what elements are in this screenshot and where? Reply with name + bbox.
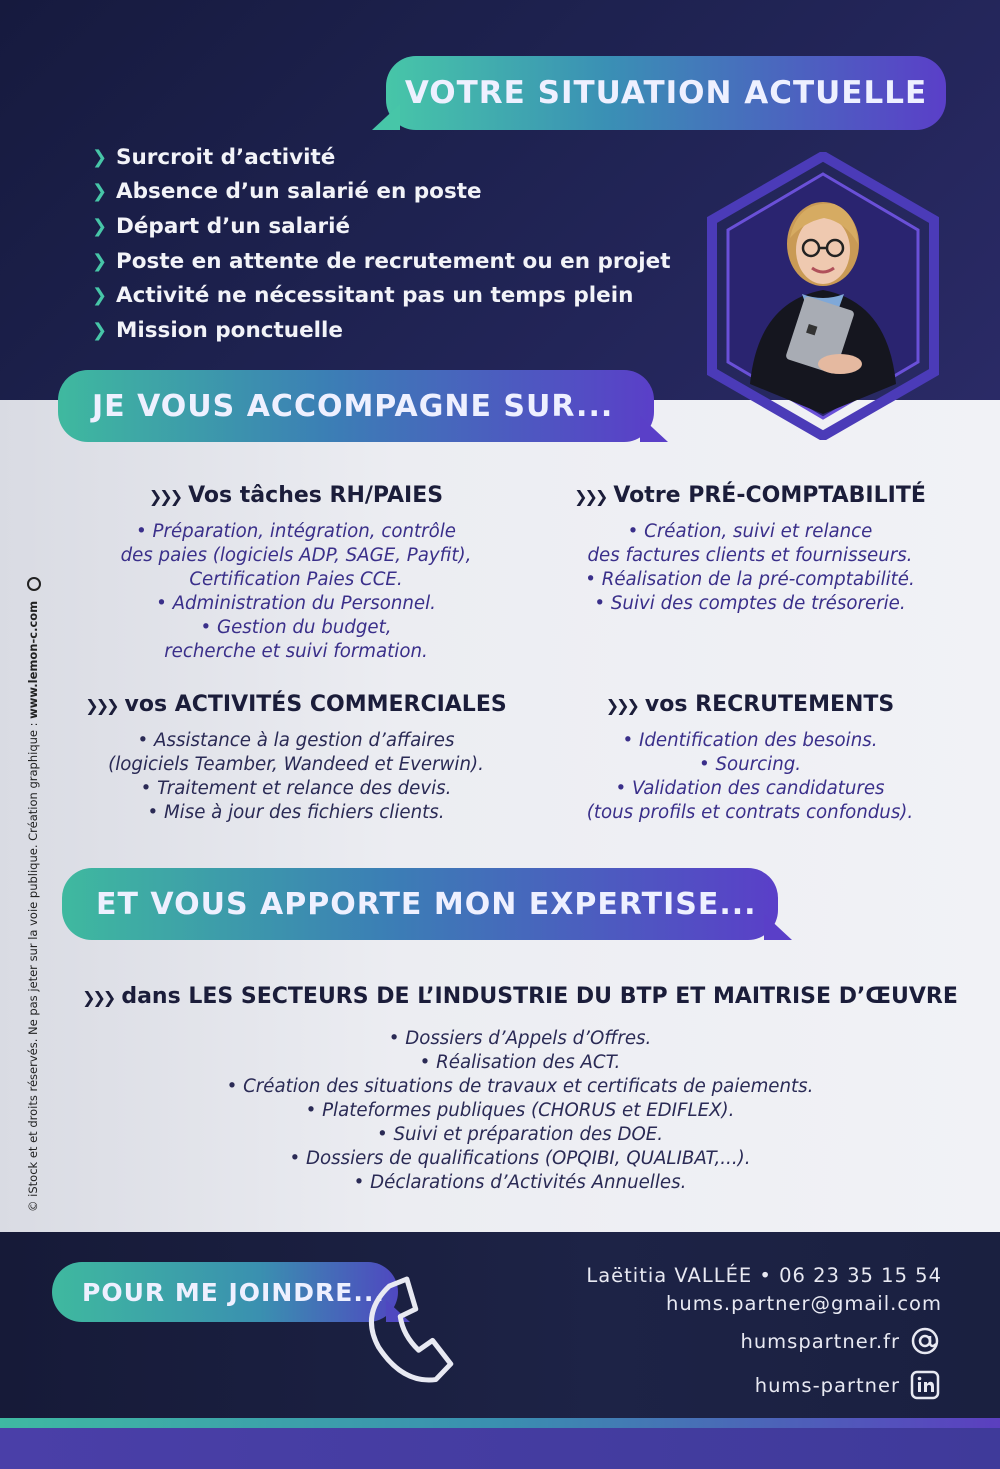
footer-accent-stripe	[0, 1418, 1000, 1428]
recrutement-section	[545, 692, 955, 825]
triple-chevron-icon: ❯❯❯	[148, 487, 181, 506]
expertise-line: • Suivi et préparation des DOE.	[376, 1124, 664, 1145]
situation-title: VOTRE SITUATION ACTUELLE	[404, 75, 928, 111]
compta-line: des factures clients et fournisseurs.	[587, 545, 913, 566]
at-icon	[910, 1326, 940, 1356]
expertise-title: ET VOUS APPORTE MON EXPERTISE...	[96, 886, 757, 922]
compta-line: • Création, suivi et relance	[627, 521, 873, 542]
accompagne-title: JE VOUS ACCOMPAGNE SUR...	[92, 388, 614, 424]
lemon-logo-icon	[27, 577, 41, 591]
situation-item: ❯ Surcroit d’activité	[92, 144, 336, 170]
recrutement-line: • Validation des candidatures	[615, 778, 885, 799]
chevron-right-icon: ❯	[92, 250, 108, 272]
chevron-right-icon: ❯	[92, 319, 108, 341]
commercial-section	[76, 692, 516, 825]
phone-icon	[352, 1272, 464, 1388]
credit-site: www.lemon-c.com	[26, 600, 40, 719]
expertise-line: • Dossiers d’Appels d’Offres.	[388, 1028, 652, 1049]
recrutement-line: • Identification des besoins.	[622, 730, 878, 751]
rh-heading: ❯❯❯ Vos tâches RH/PAIES	[148, 483, 444, 508]
compta-heading: ❯❯❯ Votre PRÉ-COMPTABILITÉ	[574, 483, 926, 508]
contact-title: POUR ME JOINDRE...	[82, 1277, 385, 1307]
rh-line: Certification Paies CCE.	[189, 569, 403, 590]
commercial-heading: ❯❯❯ vos ACTIVITÉS COMMERCIALES	[85, 692, 507, 717]
expertise-line: • Déclarations d’Activités Annuelles.	[353, 1172, 687, 1193]
chevron-right-icon: ❯	[92, 146, 108, 168]
contact-title-bubble	[52, 1262, 398, 1322]
portrait-photo	[706, 152, 940, 440]
footer-bottom-band	[0, 1428, 1000, 1469]
expertise-line: • Réalisation des ACT.	[419, 1052, 621, 1073]
chevron-right-icon: ❯	[92, 215, 108, 237]
rh-line: • Administration du Personnel.	[156, 593, 436, 614]
expertise-section	[80, 984, 960, 1195]
recrutement-heading: ❯❯❯ vos RECRUTEMENTS	[605, 692, 895, 717]
credit-text: © iStock et et droits réservés. Ne pas jeter sur la voie publique. Création graphique : www.lemon-c.com	[26, 577, 41, 1212]
triple-chevron-icon: ❯❯❯	[82, 988, 114, 1007]
situation-item: ❯ Départ d’un salarié	[92, 213, 351, 239]
rh-line: • Gestion du budget,	[200, 617, 392, 638]
situation-item: ❯ Mission ponctuelle	[92, 317, 343, 343]
commercial-line: (logiciels Teamber, Wandeed et Everwin).	[108, 754, 484, 775]
triple-chevron-icon: ❯❯❯	[605, 696, 637, 715]
expertise-line: • Plateformes publiques (CHORUS et EDIFLEX).	[305, 1100, 735, 1121]
contact-website[interactable]: humspartner.fr	[740, 1330, 900, 1353]
commercial-line: • Mise à jour des fichiers clients.	[147, 802, 445, 823]
recrutement-line: • Sourcing.	[698, 754, 802, 775]
expertise-heading: ❯❯❯ dans LES SECTEURS DE L’INDUSTRIE DU BTP ET MAITRISE D’ŒUVRE	[82, 984, 958, 1009]
triple-chevron-icon: ❯❯❯	[85, 696, 117, 715]
situation-item: ❯ Activité ne nécessitant pas un temps plein	[92, 283, 634, 309]
recrutement-line: (tous profils et contrats confondus).	[586, 802, 914, 823]
rh-line: des paies (logiciels ADP, SAGE, Payfit),	[120, 545, 472, 566]
chevron-right-icon: ❯	[92, 181, 108, 203]
linkedin-icon	[910, 1370, 940, 1400]
contact-linkedin[interactable]: hums-partner	[754, 1374, 900, 1397]
expertise-title-bubble	[62, 868, 778, 940]
chevron-right-icon: ❯	[92, 285, 108, 307]
commercial-line: • Assistance à la gestion d’affaires	[137, 730, 455, 751]
rh-line: • Préparation, intégration, contrôle	[136, 521, 456, 542]
compta-section	[545, 483, 955, 616]
compta-line: • Réalisation de la pré-comptabilité.	[585, 569, 915, 590]
commercial-line: • Traitement et relance des devis.	[140, 778, 452, 799]
rh-section	[86, 483, 506, 664]
expertise-line: • Création des situations de travaux et certificats de paiements.	[226, 1076, 814, 1097]
accompagne-title-bubble	[58, 370, 654, 442]
rh-line: recherche et suivi formation.	[164, 641, 428, 662]
expertise-line: • Dossiers de qualifications (OPQIBI, QUALIBAT,...).	[289, 1148, 751, 1169]
situation-list	[92, 140, 670, 348]
triple-chevron-icon: ❯❯❯	[574, 487, 606, 506]
situation-item: ❯ Poste en attente de recrutement ou en projet	[92, 248, 671, 274]
contact-name-phone: Laëtitia VALLÉE • 06 23 35 15 54	[586, 1264, 942, 1287]
contact-email[interactable]: hums.partner@gmail.com	[666, 1292, 942, 1315]
compta-line: • Suivi des comptes de trésorerie.	[594, 593, 906, 614]
situation-title-bubble	[386, 56, 946, 130]
situation-item: ❯ Absence d’un salarié en poste	[92, 179, 482, 205]
